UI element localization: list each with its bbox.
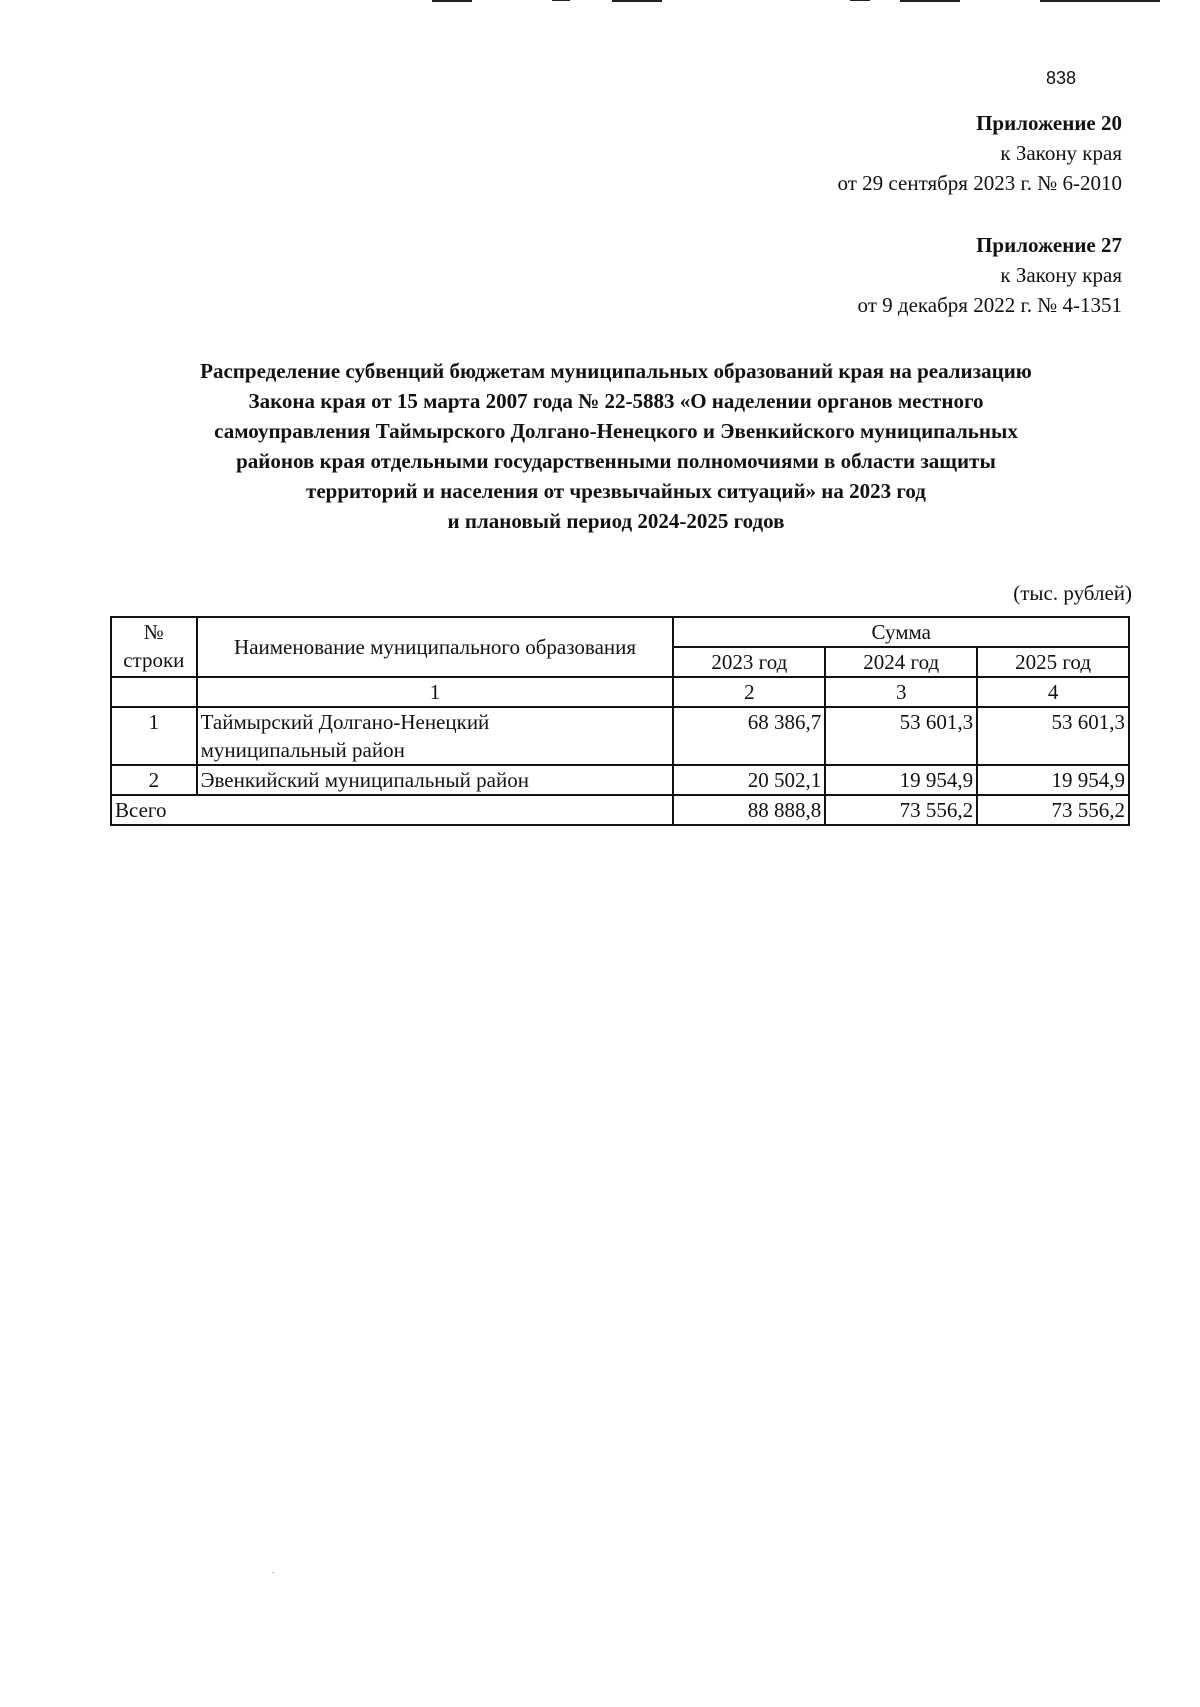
total-2023: 88 888,8 bbox=[673, 795, 825, 825]
table-header-row bbox=[111, 617, 1129, 647]
appendix-27-block bbox=[858, 230, 1122, 320]
table-row bbox=[111, 765, 1129, 795]
value-2025: 53 601,3 bbox=[977, 707, 1129, 765]
scan-speck bbox=[272, 1572, 274, 1573]
appendix-law-ref: к Закону края bbox=[1000, 263, 1122, 287]
scan-artifact bbox=[612, 0, 662, 2]
document-title bbox=[110, 356, 1122, 536]
scan-artifact bbox=[1040, 0, 1160, 2]
total-2024: 73 556,2 bbox=[825, 795, 977, 825]
scan-artifact bbox=[850, 0, 870, 1]
municipality-name-line: муниципальный район bbox=[200, 738, 405, 762]
scan-artifact bbox=[900, 0, 960, 2]
header-year-2023: 2023 год bbox=[673, 647, 825, 677]
header-no-label: строки bbox=[123, 648, 185, 672]
header-sum: Сумма bbox=[673, 617, 1129, 647]
header-no-symbol: № bbox=[143, 620, 164, 644]
municipality-name bbox=[197, 707, 674, 765]
appendix-title: Приложение 27 bbox=[976, 233, 1122, 257]
municipality-name: Эвенкийский муниципальный район bbox=[197, 765, 674, 795]
column-number: 1 bbox=[197, 677, 674, 707]
municipality-name-line: Таймырский Долгано-Ненецкий bbox=[200, 710, 490, 734]
units-label: (тыс. рублей) bbox=[1013, 581, 1132, 605]
value-2025: 19 954,9 bbox=[977, 765, 1129, 795]
title-line: территорий и населения от чрезвычайных ситуаций» на 2023 год bbox=[306, 479, 926, 503]
column-number bbox=[111, 677, 197, 707]
title-line: Распределение субвенций бюджетам муниципальных образований края на реализацию bbox=[200, 359, 1032, 383]
value-2023: 68 386,7 bbox=[673, 707, 825, 765]
column-number-row bbox=[111, 677, 1129, 707]
column-number: 3 bbox=[825, 677, 977, 707]
title-line: самоуправления Таймырского Долгано-Ненецкого и Эвенкийского муниципальных bbox=[214, 419, 1018, 443]
appendix-20-block bbox=[838, 108, 1122, 198]
page-number: 838 bbox=[1046, 68, 1077, 88]
column-number: 4 bbox=[977, 677, 1129, 707]
total-2025: 73 556,2 bbox=[977, 795, 1129, 825]
column-number: 2 bbox=[673, 677, 825, 707]
subvention-table bbox=[110, 616, 1130, 826]
appendix-title: Приложение 20 bbox=[976, 111, 1122, 135]
header-row-number bbox=[111, 617, 197, 677]
title-line: Закона края от 15 марта 2007 года № 22-5883 «О наделении органов местного bbox=[248, 389, 984, 413]
total-row bbox=[111, 795, 1129, 825]
header-year-2024: 2024 год bbox=[825, 647, 977, 677]
title-line: и плановый период 2024-2025 годов bbox=[447, 509, 785, 533]
header-year-2025: 2025 год bbox=[977, 647, 1129, 677]
appendix-date: от 29 сентября 2023 г. № 6-2010 bbox=[837, 171, 1122, 195]
scan-artifact bbox=[552, 0, 570, 1]
header-municipality-name: Наименование муниципального образования bbox=[197, 617, 674, 677]
appendix-date: от 9 декабря 2022 г. № 4-1351 bbox=[857, 293, 1122, 317]
value-2024: 53 601,3 bbox=[825, 707, 977, 765]
table-row bbox=[111, 707, 1129, 765]
value-2024: 19 954,9 bbox=[825, 765, 977, 795]
scan-artifact bbox=[432, 0, 472, 2]
total-label: Всего bbox=[111, 795, 673, 825]
title-line: районов края отдельными государственными полномочиями в области защиты bbox=[236, 449, 996, 473]
appendix-law-ref: к Закону края bbox=[1000, 141, 1122, 165]
value-2023: 20 502,1 bbox=[673, 765, 825, 795]
row-number: 2 bbox=[111, 765, 197, 795]
row-number: 1 bbox=[111, 707, 197, 765]
